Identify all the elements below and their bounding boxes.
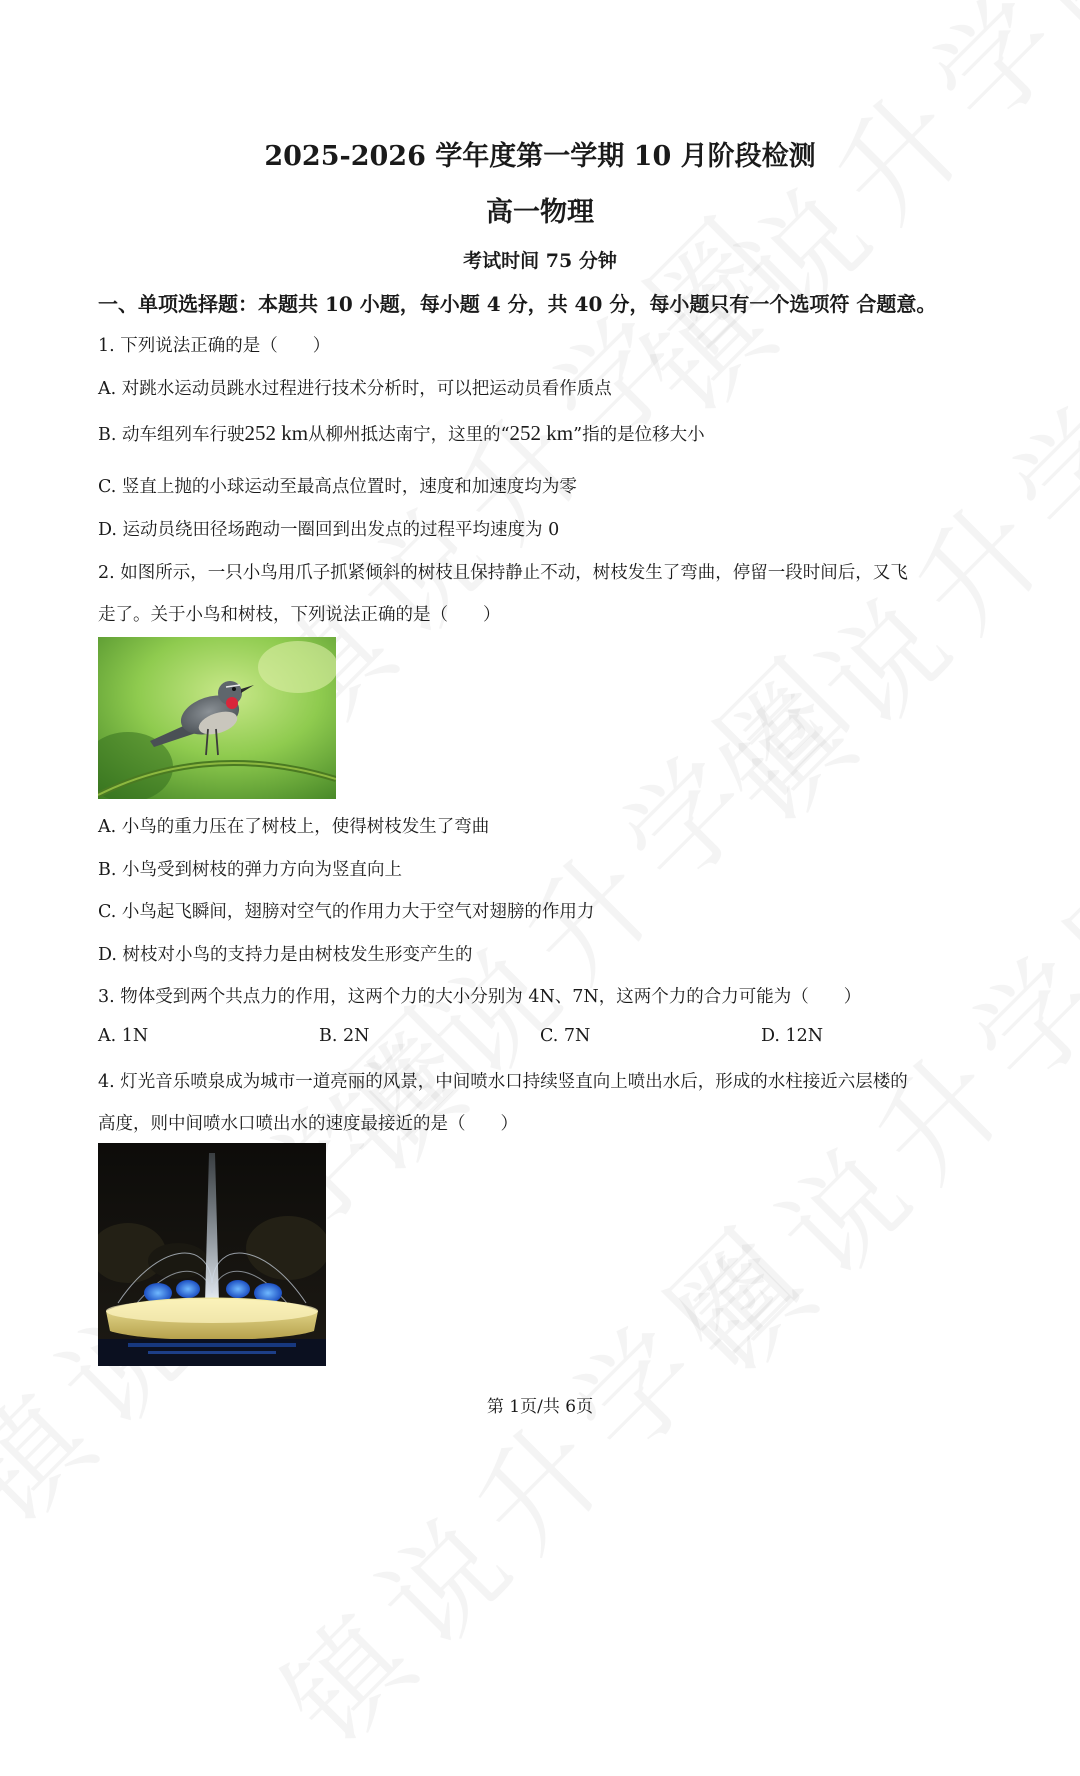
q1-option-b-num2: 252 km (509, 421, 574, 445)
q3-option-a: A. 1N (98, 1026, 149, 1046)
q2-stem-line2: 走了。关于小鸟和树枝，下列说法正确的是（ ） (98, 605, 501, 625)
watermark (639, 804, 1080, 1405)
q1-option-b-post: ”指的是位移大小 (573, 425, 705, 445)
q4-stem-line2: 高度，则中间喷水口喷出水的速度最接近的是（ ） (98, 1114, 518, 1134)
q2-option-b: B. 小鸟受到树枝的弹力方向为竖直向上 (98, 860, 402, 880)
q1-option-b-pre: B. 动车组列车行驶 (98, 425, 245, 445)
q3-stem: 3. 物体受到两个共点力的作用，这两个力的大小分别为 4N、7N，这两个力的合力可能为（ ） (98, 987, 862, 1007)
exam-time: 考试时间 75 分钟 (463, 250, 617, 272)
q2-option-a: A. 小鸟的重力压在了树枝上，使得树枝发生了弯曲 (98, 817, 490, 837)
q1-option-b-mid: 从柳州抵达南宁，这里的“ (308, 425, 510, 445)
q3-option-c: C. 7N (540, 1026, 591, 1046)
q4-stem-line1: 4. 灯光音乐喷泉成为城市一道亮丽的风景，中间喷水口持续竖直向上喷出水后，形成的水柱接近六层楼的 (98, 1072, 908, 1092)
fountain-image (98, 1143, 326, 1366)
q3-option-d: D. 12N (761, 1026, 824, 1046)
page-subtitle: 高一物理 (486, 197, 594, 228)
watermark (239, 1174, 840, 1775)
bird-on-branch-image (98, 637, 336, 799)
page-number: 第 1页/共 6页 (486, 1397, 594, 1417)
q1-option-b-num1: 252 km (244, 421, 309, 445)
q1-option-d: D. 运动员绕田径场跑动一圈回到出发点的过程平均速度为 0 (98, 520, 560, 540)
q3-option-b: B. 2N (319, 1026, 370, 1046)
page-title: 2025-2026 学年度第一学期 10 月阶段检测 (264, 141, 816, 172)
q1-option-c: C. 竖直上抛的小球运动至最高点位置时，速度和加速度均为零 (98, 477, 577, 497)
q2-option-c: C. 小鸟起飞瞬间，翅膀对空气的作用力大于空气对翅膀的作用力 (98, 902, 595, 922)
q2-option-d: D. 树枝对小鸟的支持力是由树枝发生形变产生的 (98, 945, 473, 965)
q1-stem: 1. 下列说法正确的是（ ） (98, 336, 331, 356)
q2-stem-line1: 2. 如图所示，一只小鸟用爪子抓紧倾斜的树枝且保持静止不动，树枝发生了弯曲，停留一段时间后，又飞 (98, 563, 908, 583)
section-heading: 一、单项选择题：本题共 10 小题，每小题 4 分，共 40 分，每小题只有一个选项符 合题意。 (98, 292, 937, 316)
q1-option-b (98, 421, 705, 446)
watermark (679, 254, 1080, 855)
q1-option-a: A. 对跳水运动员跳水过程进行技术分析时，可以把运动员看作质点 (98, 379, 612, 399)
